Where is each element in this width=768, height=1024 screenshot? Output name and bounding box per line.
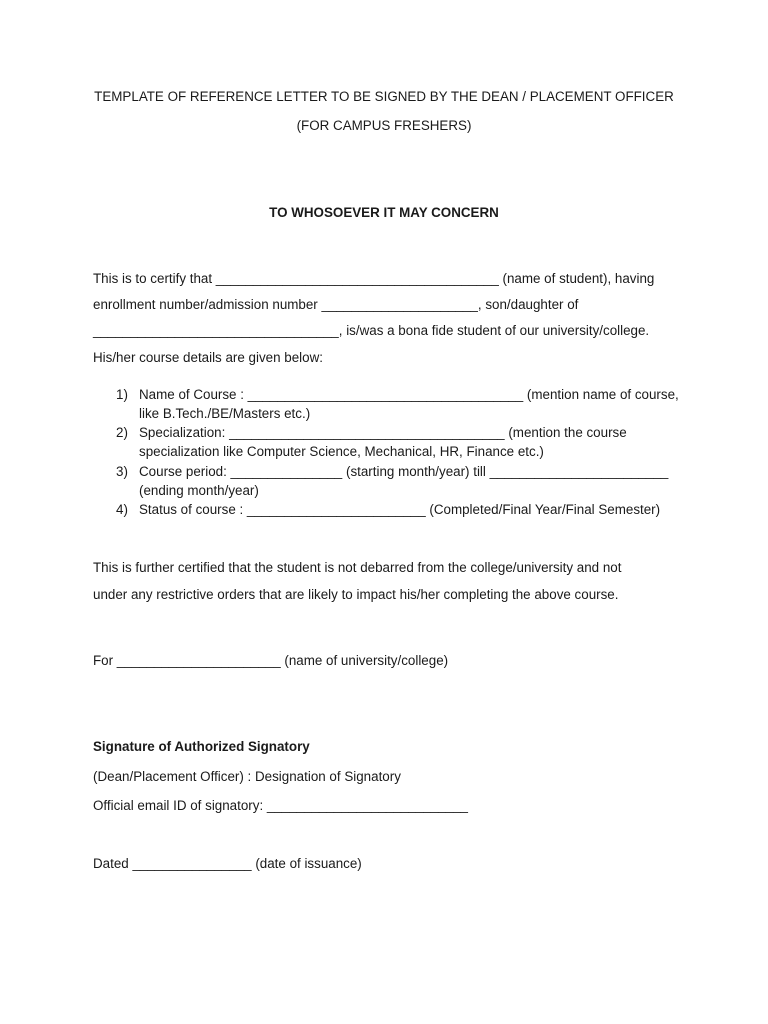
list-item-text: like B.Tech./BE/Masters etc.): [139, 406, 311, 421]
signatory-designation: (Dean/Placement Officer) : Designation of Signatory: [93, 769, 401, 784]
letter-subtitle: (FOR CAMPUS FRESHERS): [296, 118, 472, 133]
certify-line-4: His/her course details are given below:: [93, 350, 323, 365]
list-item-text: (ending month/year): [139, 483, 259, 498]
list-item-number: 3): [116, 464, 128, 479]
list-item-text: Name of Course : _____________________________________ (mention name of course,: [139, 387, 679, 402]
further-line-1: This is further certified that the student is not debarred from the college/university and not: [93, 560, 622, 575]
list-item-text: Specialization: _____________________________________ (mention the course: [139, 425, 627, 440]
list-item-text: Course period: _______________ (starting month/year) till ________________________: [139, 464, 669, 479]
list-item-number: 2): [116, 425, 128, 440]
list-item-number: 4): [116, 502, 128, 517]
signatory-email: Official email ID of signatory: ___________________________: [93, 798, 468, 813]
certify-line-1: This is to certify that ______________________________________ (name of student), having: [93, 271, 655, 286]
letter-title: TEMPLATE OF REFERENCE LETTER TO BE SIGNED BY THE DEAN / PLACEMENT OFFICER: [94, 89, 674, 104]
dated-line: Dated ________________ (date of issuance): [93, 856, 362, 871]
salutation: TO WHOSOEVER IT MAY CONCERN: [269, 205, 499, 220]
certify-line-3: _________________________________, is/was a bona fide student of our university/college.: [93, 323, 650, 338]
signature-heading: Signature of Authorized Signatory: [93, 739, 310, 754]
certify-line-2: enrollment number/admission number _____________________, son/daughter of: [93, 297, 579, 312]
list-item-text: Status of course : ________________________ (Completed/Final Year/Final Semester): [139, 502, 661, 517]
for-university-line: For ______________________ (name of university/college): [93, 653, 449, 668]
further-line-2: under any restrictive orders that are likely to impact his/her completing the above course.: [93, 587, 619, 602]
list-item-text: specialization like Computer Science, Mechanical, HR, Finance etc.): [139, 444, 544, 459]
list-item-number: 1): [116, 387, 128, 402]
